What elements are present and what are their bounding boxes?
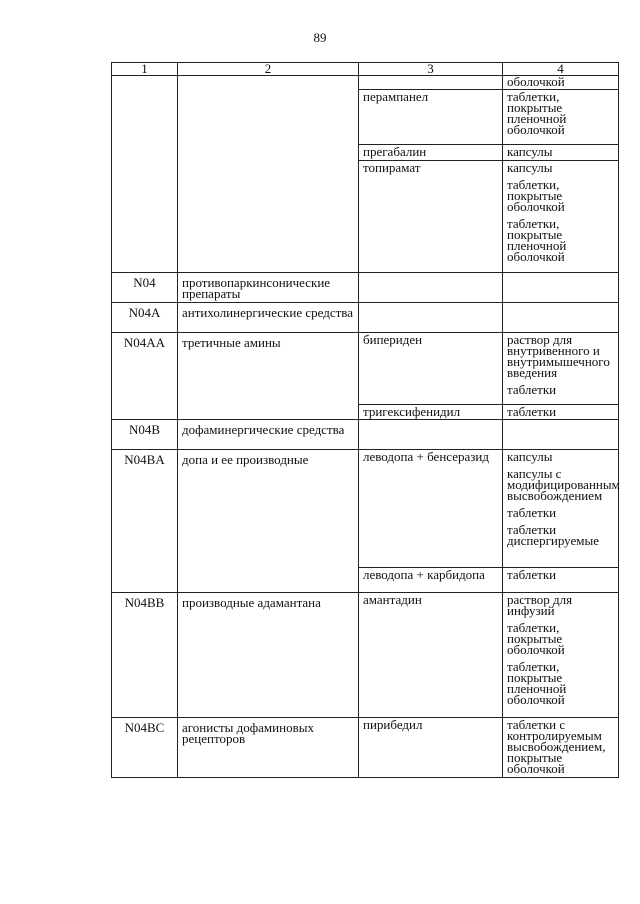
- atc-code-cell: N04AA: [112, 333, 178, 420]
- inn-cell: перампанел: [359, 90, 503, 145]
- group-name-cell: [178, 76, 359, 273]
- dosage-form: капсулы: [507, 449, 553, 464]
- table-row: [112, 76, 619, 90]
- table-row: [112, 718, 619, 778]
- forms-cell: [503, 90, 619, 145]
- atc-code-cell: N04A: [112, 303, 178, 333]
- inn-cell: [359, 303, 503, 333]
- forms-cell: [503, 145, 619, 161]
- forms-cell: [503, 273, 619, 303]
- inn-cell: [359, 273, 503, 303]
- column-number: 3: [359, 63, 503, 76]
- inn-cell: [359, 76, 503, 90]
- dosage-form: оболочкой: [507, 74, 565, 89]
- dosage-form: таблетки, покрытые оболочкой: [507, 177, 565, 214]
- forms-cell: [503, 333, 619, 405]
- drug-table: [111, 62, 619, 778]
- table-row: [112, 450, 619, 568]
- atc-code-cell: N04: [112, 273, 178, 303]
- inn-cell: леводопа + карбидопа: [359, 568, 503, 593]
- dosage-form: раствор для инфузий: [507, 592, 573, 618]
- group-name-cell: антихолинергические средства: [178, 303, 359, 333]
- dosage-form: капсулы: [507, 144, 553, 159]
- forms-cell: [503, 568, 619, 593]
- atc-code-cell: N04BB: [112, 593, 178, 718]
- atc-code-cell: N04BC: [112, 718, 178, 778]
- inn-cell: бипериден: [359, 333, 503, 405]
- dosage-form: таблетки, покрытые пленочной оболочкой: [507, 89, 567, 137]
- table-row: [112, 593, 619, 718]
- group-name-cell: третичные амины: [178, 333, 359, 420]
- table-row: [112, 303, 619, 333]
- inn-cell: амантадин: [359, 593, 503, 718]
- forms-cell: [503, 405, 619, 420]
- dosage-form: таблетки: [507, 567, 557, 582]
- page-number: 89: [313, 30, 327, 45]
- forms-cell: [503, 593, 619, 718]
- column-number: 1: [112, 63, 178, 76]
- column-number: 2: [178, 63, 359, 76]
- forms-cell: [503, 303, 619, 333]
- dosage-form: таблетки: [507, 382, 557, 397]
- table-row: [112, 333, 619, 405]
- dosage-form: раствор для внутривенного и внутримышечного введения: [507, 332, 610, 380]
- inn-cell: прегабалин: [359, 145, 503, 161]
- forms-cell: [503, 420, 619, 450]
- forms-cell: [503, 76, 619, 90]
- inn-cell: [359, 420, 503, 450]
- dosage-form: таблетки, покрытые оболочкой: [507, 620, 565, 657]
- forms-cell: [503, 718, 619, 778]
- forms-cell: [503, 450, 619, 568]
- dosage-form: таблетки, покрытые пленочной оболочкой: [507, 659, 567, 707]
- dosage-form: таблетки с контролируемым высвобождением, покрытые оболочкой: [507, 717, 606, 776]
- atc-code-cell: N04BA: [112, 450, 178, 593]
- atc-code-cell: [112, 76, 178, 273]
- group-name-cell: агонисты дофаминовых рецепторов: [178, 718, 359, 778]
- table-row: [112, 273, 619, 303]
- inn-cell: топирамат: [359, 161, 503, 273]
- atc-code-cell: N04B: [112, 420, 178, 450]
- inn-cell: леводопа + бенсеразид: [359, 450, 503, 568]
- inn-cell: тригексифенидил: [359, 405, 503, 420]
- group-name-cell: дофаминергические средства: [178, 420, 359, 450]
- group-name-cell: противопаркинсонические препараты: [178, 273, 359, 303]
- table-row: [112, 420, 619, 450]
- dosage-form: капсулы с модифицированным высвобождением: [507, 466, 620, 503]
- dosage-form: таблетки: [507, 505, 557, 520]
- inn-cell: пирибедил: [359, 718, 503, 778]
- forms-cell: [503, 161, 619, 273]
- group-name-cell: производные адамантана: [178, 593, 359, 718]
- dosage-form: таблетки, покрытые пленочной оболочкой: [507, 216, 567, 264]
- column-number: 4: [503, 63, 619, 76]
- group-name-cell: допа и ее производные: [178, 450, 359, 593]
- dosage-form: таблетки диспергируемые: [507, 522, 600, 548]
- dosage-form: капсулы: [507, 160, 553, 175]
- dosage-form: таблетки: [507, 404, 557, 419]
